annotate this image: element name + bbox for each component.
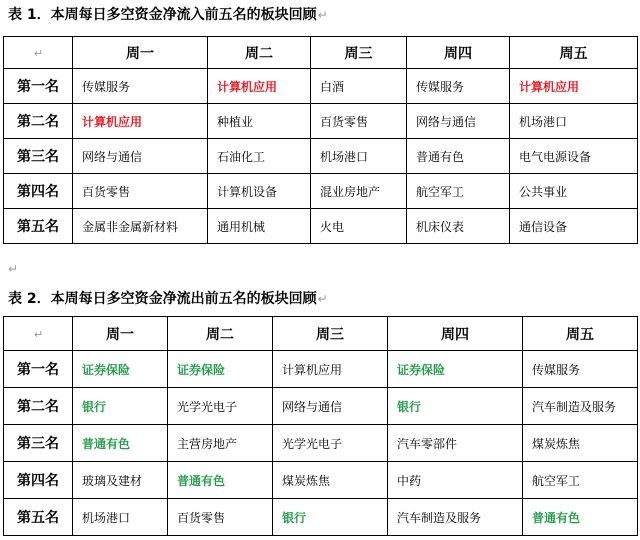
sector-cell: 机场港口 [311, 139, 407, 174]
sector-cell: 中药 [388, 462, 523, 499]
sector-cell: 普通有色 [73, 425, 168, 462]
table-header-row [4, 37, 638, 69]
rank-label: 第四名 [4, 174, 73, 209]
table1-caption-text: 表 1．本周每日多空资金净流入前五名的板块回顾 [8, 7, 317, 23]
paragraph-mark-icon: ↵ [317, 8, 328, 22]
rank-label: 第二名 [4, 388, 73, 425]
sector-cell: 计算机应用 [510, 69, 638, 104]
sector-cell: 银行 [388, 388, 523, 425]
sector-cell: 通用机械 [208, 209, 311, 244]
sector-cell: 传媒服务 [523, 351, 638, 388]
sector-cell: 光学光电子 [273, 425, 388, 462]
header-corner [4, 37, 73, 69]
sector-cell: 通信设备 [510, 209, 638, 244]
cell-mark-icon: ↵ [33, 327, 44, 341]
sector-cell: 航空军工 [407, 174, 510, 209]
table-header-row [4, 317, 638, 351]
sector-cell: 白酒 [311, 69, 407, 104]
table-row [4, 174, 638, 209]
inflow-table [3, 36, 638, 244]
sector-cell: 金属非金属新材料 [73, 209, 208, 244]
sector-cell: 电气电源设备 [510, 139, 638, 174]
sector-cell: 普通有色 [168, 462, 273, 499]
rank-label: 第五名 [4, 209, 73, 244]
sector-cell: 百货零售 [168, 499, 273, 536]
rank-label: 第一名 [4, 69, 73, 104]
header-day: 周四 [407, 37, 510, 69]
sector-cell: 煤炭炼焦 [273, 462, 388, 499]
table-row [4, 139, 638, 174]
sector-cell: 计算机设备 [208, 174, 311, 209]
rank-label: 第一名 [4, 351, 73, 388]
sector-cell: 玻璃及建材 [73, 462, 168, 499]
sector-cell: 银行 [73, 388, 168, 425]
sector-cell: 混业房地产 [311, 174, 407, 209]
sector-cell: 计算机应用 [273, 351, 388, 388]
header-corner [4, 317, 73, 351]
sector-cell: 主营房地产 [168, 425, 273, 462]
table-row [4, 209, 638, 244]
sector-cell: 普通有色 [407, 139, 510, 174]
sector-cell: 汽车零部件 [388, 425, 523, 462]
sector-cell: 传媒服务 [73, 69, 208, 104]
sector-cell: 汽车制造及服务 [388, 499, 523, 536]
header-day: 周二 [208, 37, 311, 69]
header-day: 周三 [311, 37, 407, 69]
paragraph-mark-icon: ↵ [8, 262, 19, 276]
sector-cell: 百货零售 [311, 104, 407, 139]
sector-cell: 证券保险 [73, 351, 168, 388]
sector-cell: 计算机应用 [73, 104, 208, 139]
sector-cell: 光学光电子 [168, 388, 273, 425]
sector-cell: 网络与通信 [273, 388, 388, 425]
header-day: 周四 [388, 317, 523, 351]
cell-mark-icon: ↵ [33, 46, 44, 60]
outflow-table [3, 316, 638, 536]
table-row [4, 104, 638, 139]
rank-label: 第四名 [4, 462, 73, 499]
sector-cell: 煤炭炼焦 [523, 425, 638, 462]
sector-cell: 机床仪表 [407, 209, 510, 244]
rank-label: 第三名 [4, 425, 73, 462]
header-day: 周三 [273, 317, 388, 351]
rank-label: 第三名 [4, 139, 73, 174]
table-row [4, 351, 638, 388]
sector-cell: 火电 [311, 209, 407, 244]
sector-cell: 证券保险 [388, 351, 523, 388]
sector-cell: 种植业 [208, 104, 311, 139]
sector-cell: 汽车制造及服务 [523, 388, 638, 425]
table-row [4, 499, 638, 536]
table2-caption-text: 表 2．本周每日多空资金净流出前五名的板块回顾 [8, 291, 317, 307]
sector-cell: 银行 [273, 499, 388, 536]
sector-cell: 机场港口 [73, 499, 168, 536]
rank-label: 第二名 [4, 104, 73, 139]
sector-cell: 百货零售 [73, 174, 208, 209]
sector-cell: 普通有色 [523, 499, 638, 536]
header-day: 周一 [73, 37, 208, 69]
table1-caption [8, 6, 328, 24]
table-row [4, 69, 638, 104]
rank-label: 第五名 [4, 499, 73, 536]
sector-cell: 网络与通信 [73, 139, 208, 174]
sector-cell: 传媒服务 [407, 69, 510, 104]
paragraph-mark-icon: ↵ [317, 292, 328, 306]
sector-cell: 证券保险 [168, 351, 273, 388]
sector-cell: 网络与通信 [407, 104, 510, 139]
table-row [4, 425, 638, 462]
table-row [4, 462, 638, 499]
header-day: 周五 [510, 37, 638, 69]
header-day: 周二 [168, 317, 273, 351]
sector-cell: 公共事业 [510, 174, 638, 209]
sector-cell: 机场港口 [510, 104, 638, 139]
header-day: 周五 [523, 317, 638, 351]
sector-cell: 航空军工 [523, 462, 638, 499]
sector-cell: 石油化工 [208, 139, 311, 174]
sector-cell: 计算机应用 [208, 69, 311, 104]
table-row [4, 388, 638, 425]
table2-caption [8, 290, 328, 308]
header-day: 周一 [73, 317, 168, 351]
